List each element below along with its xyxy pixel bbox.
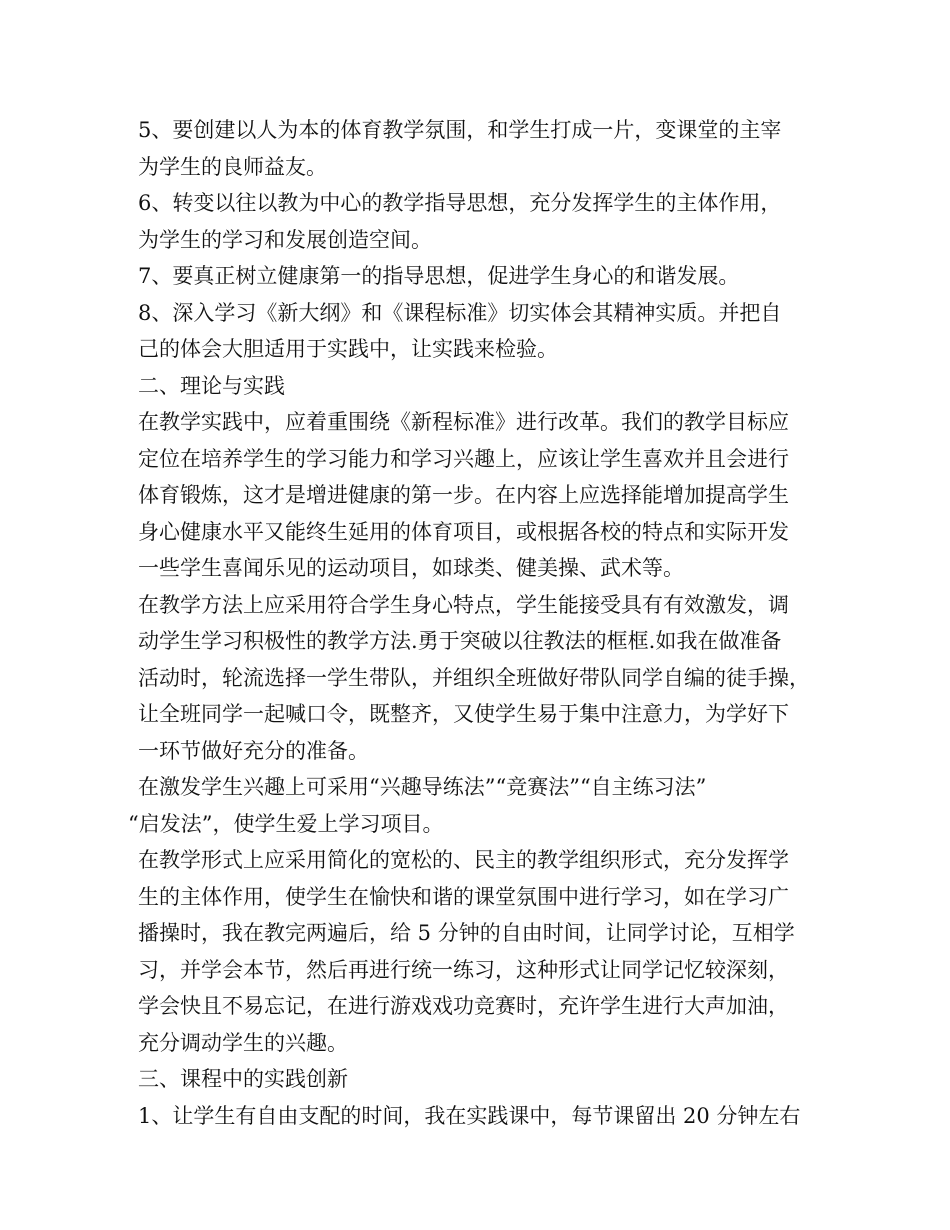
text-line: 活动时，轮流选择一学生带队，并组织全班做好带队同学自编的徒手操， xyxy=(138,665,810,690)
text-line: 习，并学会本节，然后再进行统一练习，这种形式让同学记忆较深刻， xyxy=(138,957,789,982)
document-page xyxy=(128,112,818,1134)
text-line: 定位在培养学生的学习能力和学习兴趣上，应该让学生喜欢并且会进行 xyxy=(138,446,789,471)
text-line: 体育锻炼，这才是增进健康的第一步。在内容上应选择能增加提高学生 xyxy=(138,483,789,507)
text-line: 1、让学生有自由支配的时间，我在实践课中，每节课留出 20 分钟左右 xyxy=(138,1103,801,1128)
text-line: 让全班同学一起喊口令，既整齐，又使学生易于集中注意力，为学好下 xyxy=(138,702,789,726)
text-line: 为学生的良师益友。 xyxy=(138,154,327,179)
text-line: 身心健康水平又能终生延用的体育项目，或根据各校的特点和实际开发 xyxy=(138,519,789,544)
text-line: 7、要真正树立健康第一的指导思想，促进学生身心的和谐发展。 xyxy=(138,264,740,288)
text-line: 一些学生喜闻乐见的运动项目，如球类、健美操、武术等。 xyxy=(138,556,684,580)
text-line: 己的体会大胆适用于实践中，让实践来检验。 xyxy=(138,337,558,361)
text-line: 动学生学习积极性的教学方法.勇于突破以往教法的框框.如我在做准备 xyxy=(138,629,782,653)
text-line: 一环节做好充分的准备。 xyxy=(138,738,369,763)
text-line: 6、转变以往以教为中心的教学指导思想，充分发挥学生的主体作用， xyxy=(138,191,782,215)
text-line: 在教学方法上应采用符合学生身心特点，学生能接受具有有效激发，调 xyxy=(138,592,789,617)
text-line: 生的主体作用，使学生在愉快和谐的课堂氛围中进行学习，如在学习广 xyxy=(138,884,789,909)
text-line: 为学生的学习和发展创造空间。 xyxy=(138,227,432,252)
text-line: 充分调动学生的兴趣。 xyxy=(138,1030,348,1055)
text-line: 在教学形式上应采用简化的宽松的、民主的教学组织形式，充分发挥学 xyxy=(138,848,789,872)
text-line: 在激发学生兴趣上可采用“兴趣导练法”“竞赛法”“自主练习法” xyxy=(138,775,707,799)
text-line: 播操时，我在教完两遍后，给 5 分钟的自由时间，让同学讨论，互相学 xyxy=(138,921,795,945)
text-line: “启发法”，使学生爱上学习项目。 xyxy=(128,811,444,836)
text-line: 5、要创建以人为本的体育教学氛围，和学生打成一片，变课堂的主宰 xyxy=(138,118,782,142)
section-heading: 三、课程中的实践创新 xyxy=(138,1067,348,1091)
text-line: 学会快且不易忘记，在进行游戏戏功竞赛时，充许学生进行大声加油， xyxy=(138,994,789,1018)
section-heading: 二、理论与实践 xyxy=(138,373,285,398)
text-line: 在教学实践中，应着重围绕《新程标准》进行改革。我们的教学目标应 xyxy=(138,410,789,434)
text-line: 8、深入学习《新大纲》和《课程标准》切实体会其精神实质。并把自 xyxy=(138,300,782,325)
